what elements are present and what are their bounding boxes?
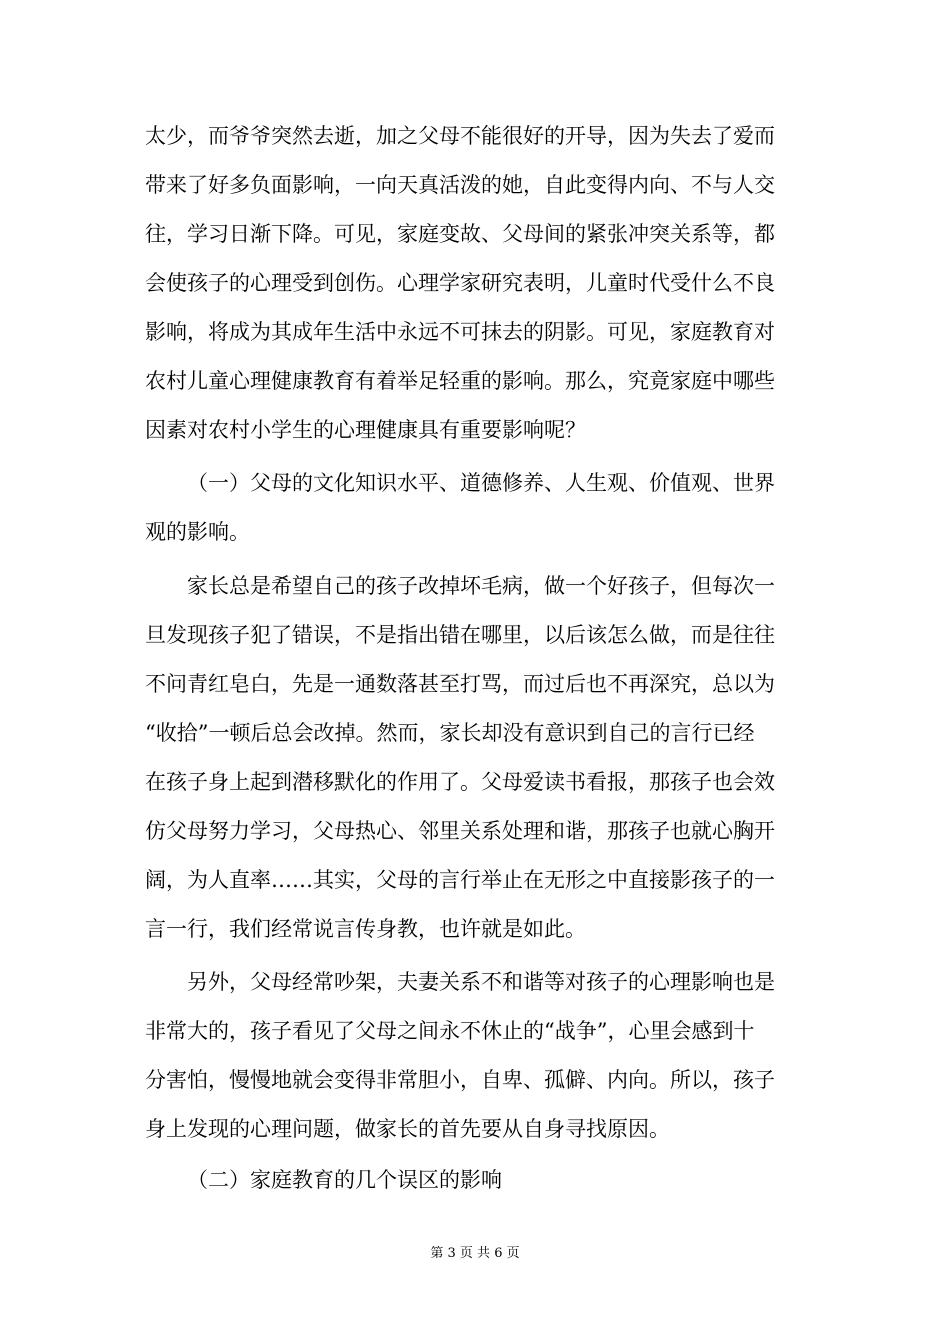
- text-line: 观的影响。: [145, 520, 250, 544]
- text-line: 往，学习日渐下降。可见，家庭变故、父母间的紧张冲突关系等，都: [145, 222, 775, 246]
- text-line: 旦发现孩子犯了错误，不是指出错在哪里，以后该怎么做，而是往往: [145, 623, 775, 647]
- text-line: 身上发现的心理问题，做家长的首先要从自身寻找原因。: [145, 1117, 670, 1141]
- text-line: 言一行，我们经常说言传身教，也许就是如此。: [145, 917, 586, 941]
- text-line: 农村儿童心理健康教育有着举足轻重的影响。那么，究竟家庭中哪些: [145, 369, 775, 393]
- text-line: 太少，而爷爷突然去逝，加之父母不能很好的开导，因为失去了爱而: [145, 124, 775, 148]
- text-line: “收拾”一顿后总会改掉。然而，家长却没有意识到自己的言行已经: [145, 721, 755, 745]
- text-line: 影响，将成为其成年生活中永远不可抹去的阴影。可见，家庭教育对: [145, 320, 775, 344]
- text-line: 在孩子身上起到潜移默化的作用了。父母爱读书看报，那孩子也会效: [145, 770, 775, 794]
- text-line: 不问青红皂白，先是一通数落甚至打骂，而过后也不再深究，总以为: [145, 672, 775, 696]
- text-line: 分害怕，慢慢地就会变得非常胆小，自卑、孤僻、内向。所以，孩子: [145, 1068, 775, 1092]
- text-line: 带来了好多负面影响，一向天真活泼的她，自此变得内向、不与人交: [145, 173, 775, 197]
- text-line: 非常大的，孩子看见了父母之间永不休止的“战争”，心里会感到十: [145, 1019, 755, 1043]
- text-line: 因素对农村小学生的心理健康具有重要影响呢？: [145, 418, 586, 442]
- text-line: 另外，父母经常吵架，夫妻关系不和谐等对孩子的心理影响也是: [187, 970, 775, 994]
- text-line: 仿父母努力学习，父母热心、邻里关系处理和谐，那孩子也就心胸开: [145, 819, 775, 843]
- page-number-footer: 第 3 页 共 6 页: [430, 1246, 520, 1261]
- section-heading-2: （二）家庭教育的几个误区的影响: [187, 1168, 502, 1192]
- section-heading-1: （一）父母的文化知识水平、道德修养、人生观、价值观、世界: [187, 471, 775, 495]
- text-line: 阔，为人直率……其实，父母的言行举止在无形之中直接影孩子的一: [145, 868, 775, 892]
- text-line: 会使孩子的心理受到创伤。心理学家研究表明，儿童时代受什么不良: [145, 271, 775, 295]
- text-line: 家长总是希望自己的孩子改掉坏毛病，做一个好孩子，但每次一: [187, 574, 775, 598]
